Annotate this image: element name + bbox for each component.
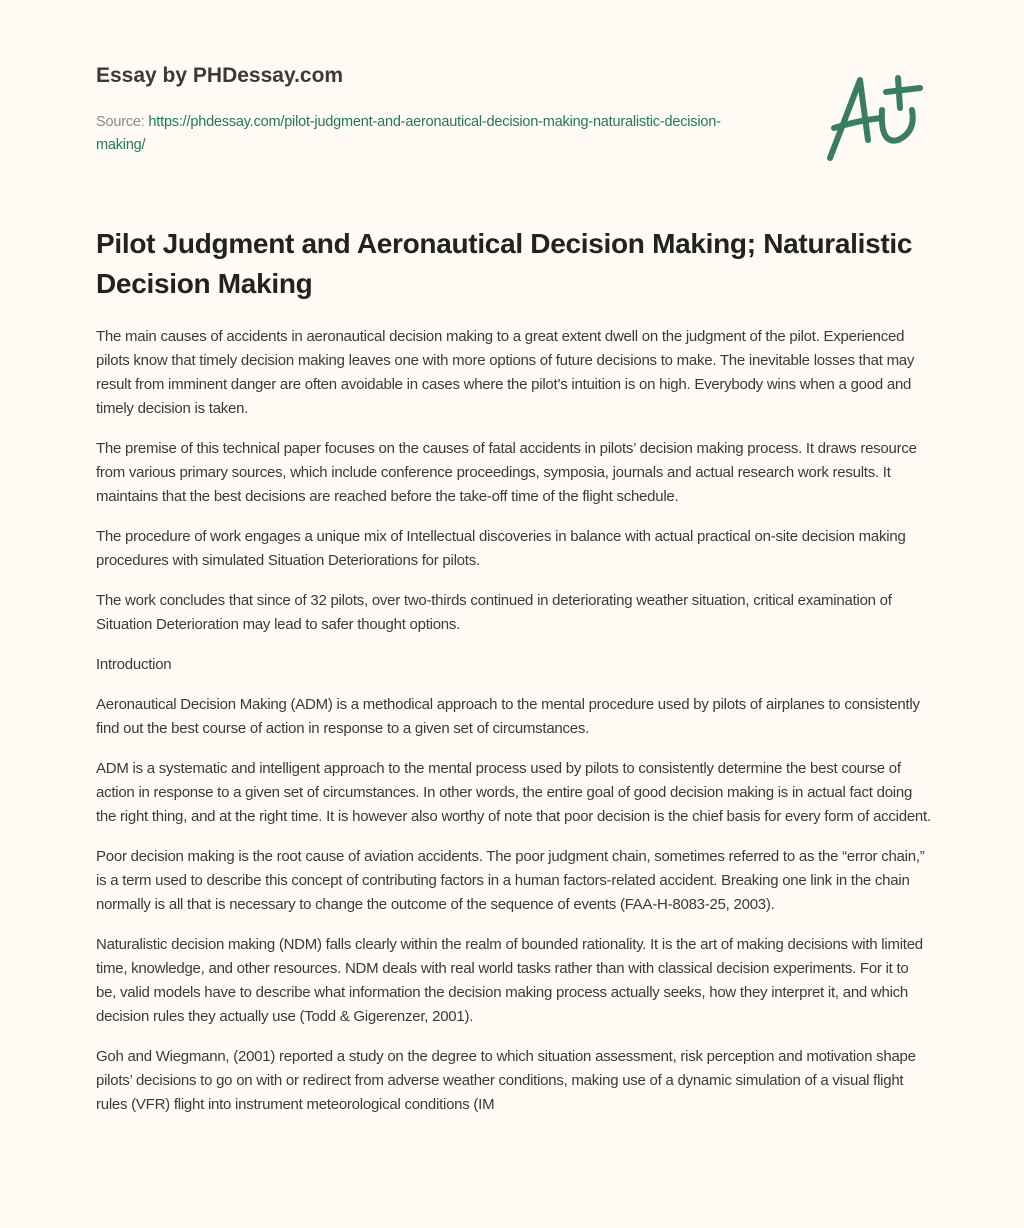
source-line <box>96 111 736 157</box>
paragraph: Naturalistic decision making (NDM) falls clearly within the realm of bounded rationality. It is the art of making decisions with limited time, knowledge, and other resources. NDM deals with real world tasks rather than with classical decision experiments. For it to be, valid models have to describe what information the decision making process actually seeks, how they interpret it, and which decision rules they actually use (Todd & Gigerenzer, 2001). <box>96 936 923 1025</box>
paragraph: Poor decision making is the root cause of aviation accidents. The poor judgment chain, sometimes referred to as the “error chain,” is a term used to describe this concept of contributing factors in a human factors-related accident. Breaking one link in the chain normally is all that is necessary to change the outcome of the sequence of events (FAA-H-8083-25, 2003). <box>96 848 925 913</box>
paragraph: The procedure of work engages a unique mix of Intellectual discoveries in balance with actual practical on-site decision making procedures with simulated Situation Deteriorations for pilots. <box>96 528 906 569</box>
section-heading: Introduction <box>96 656 172 673</box>
paragraph: The work concludes that since of 32 pilots, over two-thirds continued in deteriorating weather situation, critical examination of Situation Deterioration may lead to safer thought options. <box>96 592 892 633</box>
article-title: Pilot Judgment and Aeronautical Decision Making; Naturalistic Decision Making <box>96 228 913 299</box>
paragraph: The premise of this technical paper focuses on the causes of fatal accidents in pilots’ decision making process. It draws resource from various primary sources, which include conference proceedings, symposia, journals and actual research work results. It maintains that the best decisions are reached before the take-off time of the flight schedule. <box>96 440 917 505</box>
paragraph: Goh and Wiegmann, (2001) reported a study on the degree to which situation assessment, risk perception and motivation shape pilots’ decisions to go on with or redirect from adverse weather conditions, making use of a dynamic simulation of a visual flight rules (VFR) flight into instrument meteorological conditions (IM <box>96 1048 916 1113</box>
brand-title: Essay by PHDessay.com <box>96 64 344 87</box>
a-plus-logo-icon <box>820 70 930 165</box>
paragraph: The main causes of accidents in aeronautical decision making to a great extent dwell on the judgment of the pilot. Experienced pilots know that timely decision making leaves one with more options of future decisions to make. The inevitable losses that may result from imminent danger are often avoidable in cases where the pilot’s intuition is on high. Everybody wins when a good and timely decision is taken. <box>96 328 915 417</box>
paragraph: ADM is a systematic and intelligent approach to the mental process used by pilots to consistently determine the best course of action in response to a given set of circumstances. In other words, the entire goal of good decision making is in actual fact doing the right thing, and at the right time. It is however also worthy of note that poor decision is the chief basis for every form of accident. <box>96 760 931 825</box>
paragraph: Aeronautical Decision Making (ADM) is a methodical approach to the mental procedure used by pilots of airplanes to consistently find out the best course of action in response to a given set of circumstances. <box>96 696 920 737</box>
source-link[interactable]: https://phdessay.com/pilot-judgment-and-aeronautical-decision-making-naturalistic-decision-making/ <box>96 114 721 153</box>
source-label: Source: <box>96 114 145 130</box>
article-body <box>96 325 932 1133</box>
